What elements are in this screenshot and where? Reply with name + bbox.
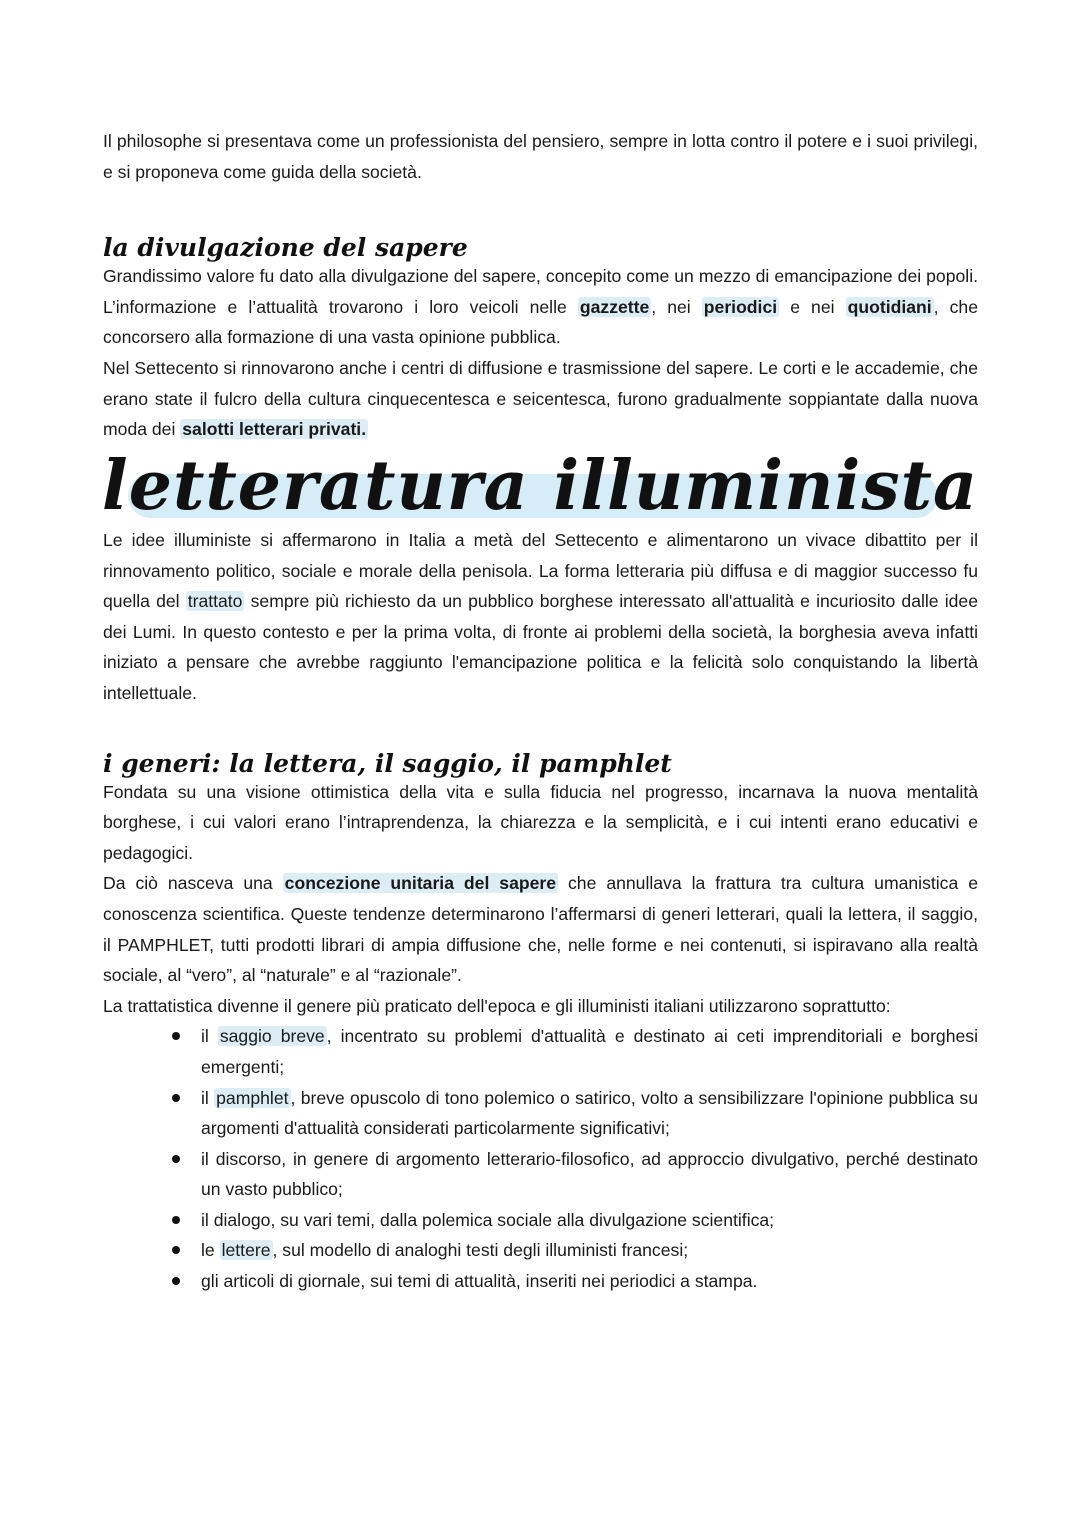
text-run: il	[201, 1087, 215, 1108]
list-item	[201, 1144, 978, 1205]
text-run: e nei	[779, 296, 846, 317]
highlight-lettere: lettere	[221, 1240, 271, 1261]
text-run: , che concorsero alla formazione di una vasta opinione pubblica.	[103, 296, 978, 348]
text-run: che annullava la frattura tra cultura umanistica e conoscenza scientifica. Queste tendenze determinarono l’affermarsi di generi letterari, quali la lettera, il saggio, il PAMPHLET, tutti prodotti librari di ampia diffusione che, nelle forme e nei contenuti, si ispiravano alla realtà sociale, al “vero”, al “naturale” e al “razionale”.	[103, 873, 978, 986]
highlight-gazzette: gazzette	[579, 296, 650, 317]
generi-paragraph-2	[103, 868, 978, 990]
text-run: il dialogo, su vari temi, dalla polemica sociale alla divulgazione scientifica;	[201, 1209, 775, 1230]
illuminista-paragraph	[103, 525, 978, 709]
generi-paragraph-3: La trattatistica divenne il genere più praticato dell'epoca e gli illuministi italiani utilizzarono soprattutto:	[103, 995, 891, 1016]
section-heading-generi	[103, 748, 978, 778]
heading-generi: i generi: la lettera, il saggio, il pamphlet	[103, 748, 672, 778]
text-run: , incentrato su problemi d'attualità e destinato ai ceti imprenditoriali e borghesi emergenti;	[201, 1026, 978, 1077]
generi-list	[103, 1021, 978, 1296]
text-run: Nel Settecento si rinnovarono anche i centri di diffusione e trasmissione del sapere. Le corti e le accademie, che erano state il fulcro della cultura cinquecentesca e seicentesca, furono gradualmente soppiantate dalla nuova moda dei	[103, 357, 978, 440]
text-run: , breve opuscolo di tono polemico o satirico, volto a sensibilizzare l'opinione pubblica su argomenti d'attualità considerati particolarmente significativi;	[201, 1087, 978, 1139]
list-item	[201, 1083, 978, 1144]
text-run: le	[201, 1240, 220, 1261]
text-run: Da ciò nasceva una	[103, 873, 283, 894]
text-run: Le idee illuministe si affermarono in Italia a metà del Settecento e alimentarono un vivace dibattito per il rinnovamento politico, sociale e morale della penisola. La forma letteraria più diffusa e di maggior successo fu quella del	[103, 530, 978, 612]
text-run: , sul modello di analoghi testi degli illuministi francesi;	[272, 1240, 689, 1261]
highlight-saggio-breve: saggio breve	[219, 1026, 325, 1047]
list-item	[201, 1266, 978, 1297]
list-item	[201, 1021, 978, 1082]
highlight-salotti: salotti letterari privati.	[182, 419, 367, 440]
highlight-pamphlet: pamphlet	[216, 1087, 289, 1108]
document-body-2	[103, 525, 978, 1297]
highlight-concezione: concezione unitaria del sapere	[284, 873, 557, 894]
list-item	[201, 1235, 978, 1266]
text-run: gli articoli di giornale, sui temi di attualità, inseriti nei periodici a stampa.	[201, 1271, 758, 1292]
divulgazione-paragraph-1	[103, 261, 978, 353]
main-title-block	[0, 440, 1080, 532]
intro-paragraph: Il philosophe si presentava come un professionista del pensiero, sempre in lotta contro il potere e i suoi privilegi, e si proponeva come guida della società.	[103, 131, 978, 182]
highlight-trattato: trattato	[187, 591, 243, 612]
generi-paragraph-1: Fondata su una visione ottimistica della vita e sulla fiducia nel progresso, incarnava la nuova mentalità borghese, i cui valori erano l’intraprendenza, la chiarezza e la semplicità, e i cui intenti erano educativi e pedagogici.	[103, 781, 978, 863]
list-item	[201, 1205, 978, 1236]
heading-divulgazione: la divulgazione del sapere	[103, 233, 468, 263]
main-title: letteratura illuminista	[101, 446, 979, 526]
highlight-periodici: periodici	[703, 296, 778, 317]
highlight-quotidiani: quotidiani	[847, 296, 932, 317]
text-run: il	[201, 1026, 218, 1047]
text-run: Grandissimo valore fu dato alla divulgazione del sapere, concepito come un mezzo di emancipazione dei popoli. L’informazione e l’attualità trovarono i loro veicoli nelle	[103, 266, 978, 317]
text-run: il discorso, in genere di argomento letterario-filosofico, ad approccio divulgativo, perché destinato un vasto pubblico;	[201, 1148, 978, 1200]
document-body	[103, 126, 978, 445]
text-run: sempre più richiesto da un pubblico borghese interessato all'attualità e incuriosito dalle idee dei Lumi. In questo contesto e per la prima volta, di fronte ai problemi della società, la borghesia aveva infatti iniziato a pensare che avrebbe raggiunto l'emancipazione politica e la felicità solo conquistando la libertà intellettuale.	[103, 591, 978, 703]
section-heading-divulgazione	[103, 235, 978, 261]
divulgazione-paragraph-2	[103, 353, 978, 445]
text-run: , nei	[651, 296, 702, 317]
